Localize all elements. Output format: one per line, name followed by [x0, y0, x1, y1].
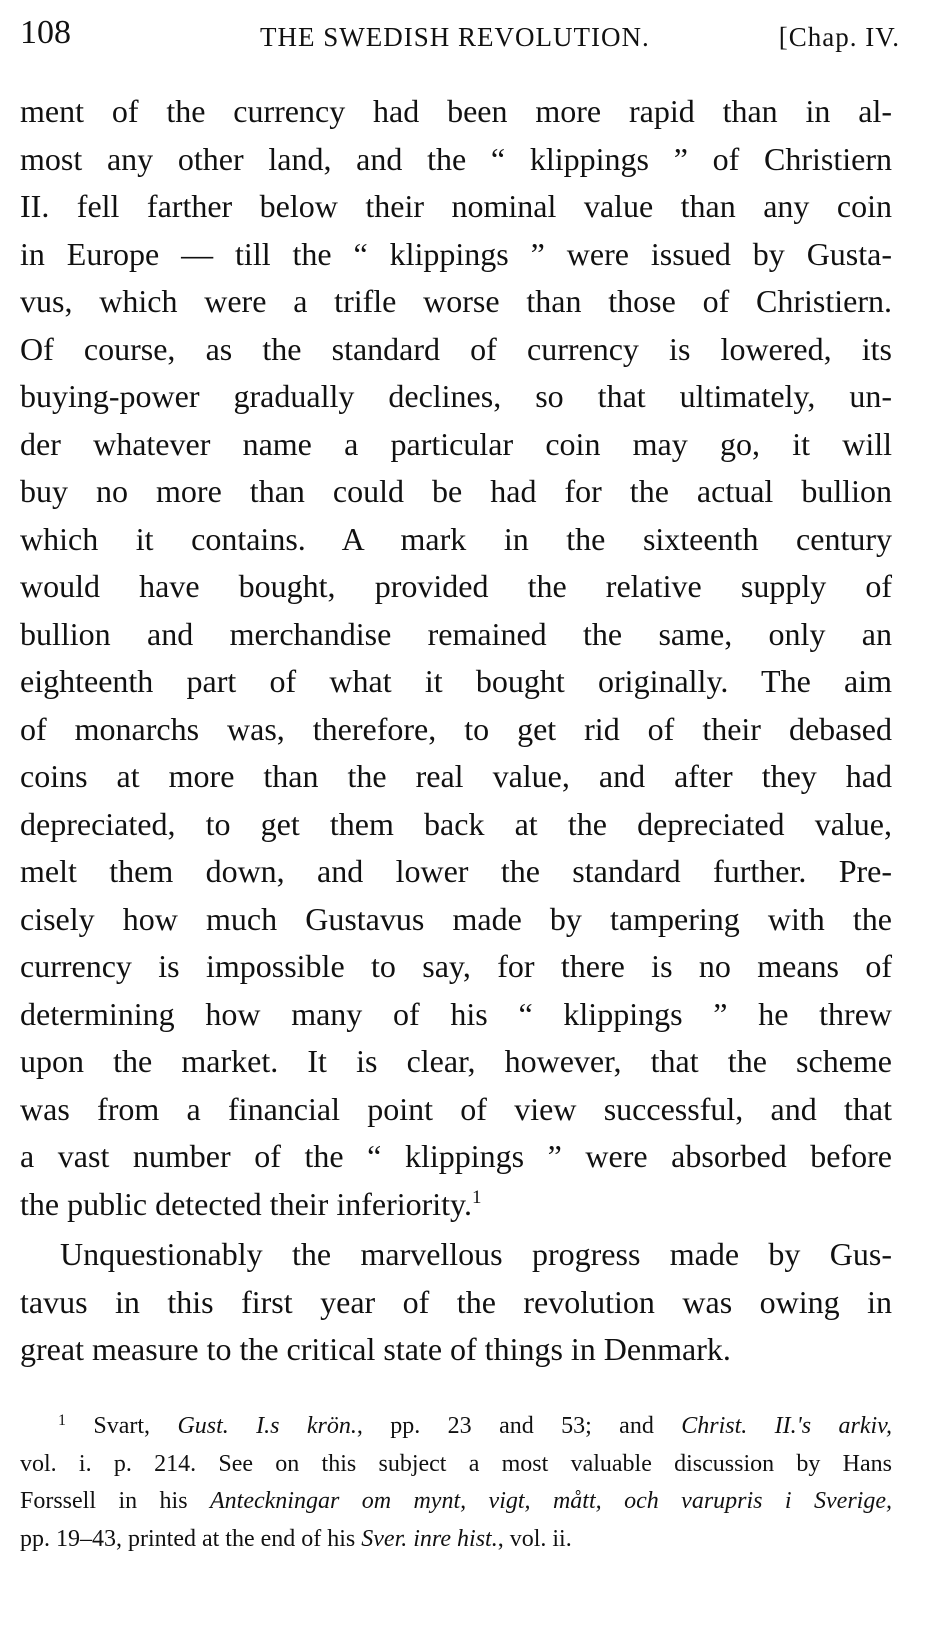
- text-line: was from a financial point of view successful, and that: [20, 1090, 892, 1127]
- footnote-text: , vol. ii.: [497, 1525, 572, 1552]
- text-line: vus, which were a trifle worse than those of Christiern.: [20, 283, 892, 319]
- footnote-line: [20, 1483, 892, 1521]
- text-line: II. fell farther below their nominal value than any coin: [20, 188, 892, 224]
- text-line: buy no more than could be had for the actual bullion: [20, 473, 892, 509]
- text-line: Of course, as the standard of currency is lowered, its: [20, 330, 892, 367]
- text-line: eighteenth part of what it bought originally. The aim: [20, 663, 892, 699]
- text-line: currency is impossible to say, for there is no means of: [20, 948, 892, 984]
- footnote-line: [20, 1408, 892, 1446]
- text-line: in Europe — till the “ klippings ” were issued by Gusta-: [20, 235, 892, 272]
- footnote-reference: 1: [471, 1186, 482, 1208]
- running-title: THE SWEDISH REVOLUTION.: [260, 22, 650, 52]
- footnote-text: pp. 19–43, printed at the end of his: [20, 1525, 362, 1552]
- text-line: cisely how much Gustavus made by tampering with the: [20, 900, 892, 937]
- footnote-title: Christ. II.'s arkiv,: [681, 1413, 893, 1439]
- page-number: 108: [20, 14, 71, 51]
- footnote-line: [20, 1521, 892, 1559]
- text-line: ment of the currency had been more rapid than in al-: [20, 93, 892, 129]
- text-line: Unquestionably the marvellous progress made by Gus-: [60, 1236, 892, 1272]
- footnote-line: vol. i. p. 214. See on this subject a most valuable discussion by Hans: [20, 1450, 892, 1477]
- footnote-title: Gust. I.s krön.: [177, 1413, 357, 1439]
- text-line: determining how many of his “ klippings ” he threw: [20, 995, 892, 1032]
- text-line-last: [20, 1181, 892, 1229]
- footnote-block: [20, 1408, 892, 1558]
- text-line: bullion and merchandise remained the same, only an: [20, 615, 892, 652]
- text-line: coins at more than the real value, and after they had: [20, 758, 892, 794]
- text-line: buying-power gradually declines, so that ultimately, un-: [20, 378, 892, 414]
- text-line: would have bought, provided the relative supply of: [20, 568, 892, 604]
- body-text: [20, 88, 892, 1374]
- text-line: great measure to the critical state of things in Denmark.: [20, 1331, 731, 1367]
- text-line: der whatever name a particular coin may go, it will: [20, 425, 892, 462]
- text-line: most any other land, and the “ klippings ” of Christiern: [20, 140, 892, 177]
- chapter-reference: [Chap. IV.: [778, 22, 900, 52]
- footnote-marker: 1: [58, 1412, 66, 1429]
- text-line: tavus in this first year of the revolution was owing in: [20, 1283, 892, 1320]
- text-line: which it contains. A mark in the sixteenth century: [20, 520, 892, 557]
- paragraph-2: [20, 1231, 892, 1374]
- footnote-text: Forssell in his: [20, 1488, 210, 1514]
- footnote-text: Svart,: [93, 1413, 178, 1439]
- text-line: depreciated, to get them back at the depreciated value,: [20, 805, 892, 842]
- paragraph-1: [20, 88, 892, 1228]
- text-line: of monarchs was, therefore, to get rid of their debased: [20, 710, 892, 747]
- footnote-text: , pp. 23 and 53; and: [356, 1413, 682, 1439]
- running-head: [20, 14, 900, 54]
- footnote-title: Anteckningar om mynt, vigt, mått, och varupris i Sverige,: [209, 1488, 892, 1514]
- text-line: melt them down, and lower the standard further. Pre-: [20, 853, 892, 889]
- text-line: upon the market. It is clear, however, that the scheme: [20, 1043, 892, 1079]
- paragraph-end-text: the public detected their inferiority.: [20, 1185, 472, 1222]
- text-line: a vast number of the “ klippings ” were absorbed before: [20, 1138, 892, 1174]
- footnote-title: Sver. inre hist.: [361, 1525, 498, 1552]
